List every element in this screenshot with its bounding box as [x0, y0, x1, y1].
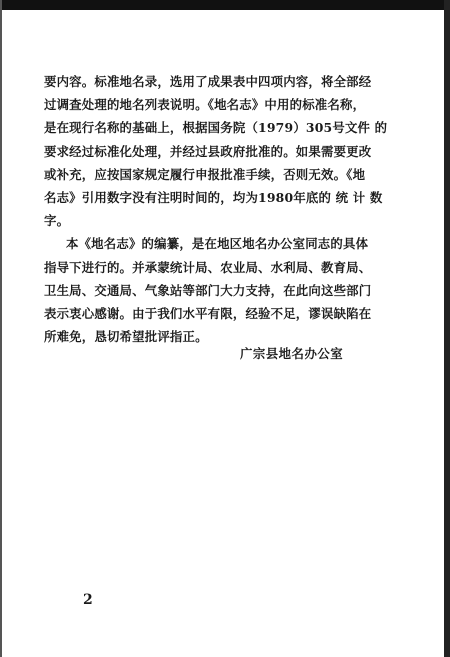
- text-line: 要内容。标准地名录，选用了成果表中四项内容，将全部经: [44, 74, 372, 89]
- text-line: 卫生局、交通局、气象站等部门大力支持，在此向这些部门: [44, 282, 372, 298]
- text-line: 或补充，应按国家规定履行申报批准手续，否则无效。《地: [44, 166, 366, 182]
- text-line: 是在现行名称的基础上，根据国务院（1979）305号文件 的: [44, 120, 388, 136]
- signature: 广宗县地名办公室: [240, 346, 344, 361]
- text-line: 名志》引用数字没有注明时间的，均为1980年底的 统 计 数: [44, 190, 383, 206]
- scan-edge-right: [444, 0, 450, 657]
- page-number: 2: [83, 592, 93, 608]
- body-text: [44, 70, 414, 348]
- text-line: 指导下进行的。并承蒙统计局、农业局、水利局、教育局、: [44, 259, 372, 275]
- text-line: 要求经过标准化处理，并经过县政府批准的。如果需要更改: [44, 143, 372, 159]
- scan-edge-left: [0, 0, 2, 657]
- text-line: 过调查处理的地名列表说明。《地名志》中用的标准名称，: [44, 97, 366, 113]
- scan-edge-top: [0, 0, 450, 10]
- text-line: 所难免，恳切希望批评指正。: [44, 329, 208, 345]
- text-line: 字。: [44, 213, 70, 229]
- text-line-paragraph-start: 本《地名志》的编纂，是在地区地名办公室同志的具体: [66, 236, 369, 252]
- text-line: 表示衷心感谢。由于我们水平有限，经验不足，谬误缺陷在: [44, 306, 372, 322]
